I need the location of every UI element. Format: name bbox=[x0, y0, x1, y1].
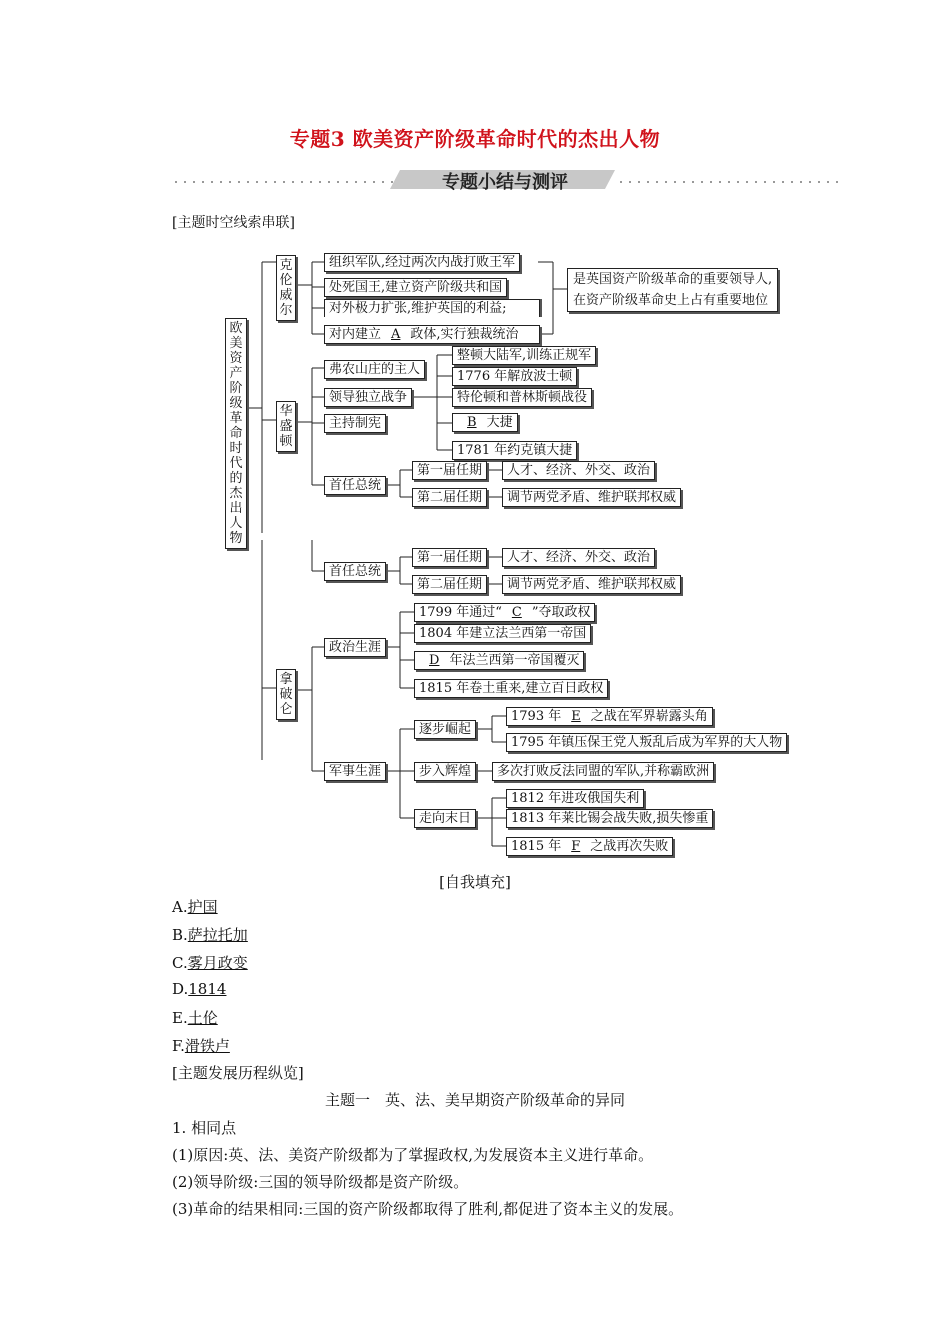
political-2: 1804 年建立法兰西第一帝国 bbox=[414, 624, 591, 643]
washington-item-2: 领导独立战争 bbox=[324, 388, 412, 407]
point-heading: 1. 相同点 bbox=[172, 1119, 237, 1137]
repeat-term-1: 第一届任期 bbox=[412, 548, 487, 567]
answer-b: B.萨拉托加 bbox=[172, 926, 248, 944]
war-item-1: 整顿大陆军,训练正规军 bbox=[452, 346, 596, 365]
fall-2: 1813 年莱比锡会战失败,损失惨重 bbox=[506, 809, 713, 828]
term-1: 第一届任期 bbox=[412, 461, 487, 480]
term-2-content: 调节两党矛盾、维护联邦权威 bbox=[502, 488, 681, 507]
political-4: 1815 年卷土重来,建立百日政权 bbox=[414, 679, 608, 698]
military-career: 军事生涯 bbox=[324, 762, 386, 781]
political-1: 1799 年通过“ C ”夺取政权 bbox=[414, 603, 595, 622]
cromwell-item-3: 对外极力扩张,维护英国的利益; bbox=[324, 299, 540, 317]
blank-f: F bbox=[571, 839, 581, 854]
washington-item-4: 首任总统 bbox=[324, 476, 386, 495]
glory-content: 多次打败反法同盟的军队,并称霸欧洲 bbox=[492, 762, 714, 781]
blank-e: E bbox=[571, 709, 581, 724]
term-2: 第二届任期 bbox=[412, 488, 487, 507]
cromwell-box: 克伦威尔 bbox=[276, 255, 296, 321]
repeat-item: 首任总统 bbox=[324, 562, 386, 581]
political-3: D 年法兰西第一帝国覆灭 bbox=[414, 651, 584, 670]
section-heading-overview: [主题发展历程纵览] bbox=[172, 1064, 304, 1082]
war-item-2: 1776 年解放波士顿 bbox=[452, 367, 577, 386]
paragraph-2: (2)领导阶级:三国的领导阶级都是资产阶级。 bbox=[172, 1173, 469, 1191]
repeat-term-2: 第二届任期 bbox=[412, 575, 487, 594]
page-title: 专题3 欧美资产阶级革命时代的杰出人物 bbox=[289, 127, 661, 151]
war-item-4: B 大捷 bbox=[452, 413, 518, 432]
washington-box: 华盛顿 bbox=[276, 401, 296, 452]
blank-a: A bbox=[391, 327, 401, 342]
washington-item-3: 主持制宪 bbox=[324, 414, 386, 433]
repeat-term-1-content: 人才、经济、外交、政治 bbox=[502, 548, 655, 567]
paragraph-1: (1)原因:英、法、美资产阶级都为了掌握政权,为发展资本主义进行革命。 bbox=[172, 1146, 654, 1164]
war-item-3: 特伦顿和普林斯顿战役 bbox=[452, 388, 592, 407]
answer-a: A.护国 bbox=[172, 898, 218, 916]
cromwell-item-4: 对内建立 A 政体,实行独裁统治 bbox=[324, 325, 540, 344]
stage-glory: 步入辉煌 bbox=[414, 762, 476, 781]
topic-heading: 主题一 英、法、美早期资产阶级革命的异同 bbox=[324, 1091, 625, 1109]
answer-f: F.滑铁卢 bbox=[172, 1037, 230, 1055]
answer-d: D.1814 bbox=[172, 980, 227, 998]
answer-c: C.雾月政变 bbox=[172, 954, 248, 972]
cromwell-item-2: 处死国王,建立资产阶级共和国 bbox=[324, 278, 507, 297]
stage-fall: 走向末日 bbox=[414, 809, 476, 828]
term-1-content: 人才、经济、外交、政治 bbox=[502, 461, 655, 480]
fall-1: 1812 年进攻俄国失利 bbox=[506, 789, 644, 808]
blank-c: C bbox=[511, 605, 522, 620]
self-fill-heading: [自我填充] bbox=[439, 873, 511, 891]
rise-2: 1795 年镇压保王党人叛乱后成为军界的大人物 bbox=[506, 733, 787, 752]
cromwell-evaluation: 是英国资产阶级革命的重要领导人, 在资产阶级革命史上占有重要地位 bbox=[567, 268, 778, 312]
washington-item-1: 弗农山庄的主人 bbox=[324, 360, 425, 379]
blank-d: D bbox=[429, 653, 440, 668]
napoleon-box: 拿破仑 bbox=[276, 669, 296, 720]
paragraph-3: (3)革命的结果相同:三国的资产阶级都取得了胜利,都促进了资本主义的发展。 bbox=[172, 1200, 684, 1218]
blank-b: B bbox=[467, 415, 477, 430]
fall-3: 1815 年 F 之战再次失败 bbox=[506, 837, 673, 856]
repeat-term-2-content: 调节两党矛盾、维护联邦权威 bbox=[502, 575, 681, 594]
banner-title: 专题小结与测评 bbox=[442, 172, 568, 193]
rise-1: 1793 年 E 之战在军界崭露头角 bbox=[506, 707, 713, 726]
section-heading-timeline: [主题时空线索串联] bbox=[172, 215, 295, 231]
stage-rise: 逐步崛起 bbox=[414, 720, 476, 739]
answer-e: E.土伦 bbox=[172, 1009, 218, 1027]
political-career: 政治生涯 bbox=[324, 638, 386, 657]
cromwell-item-1: 组织军队,经过两次内战打败王军 bbox=[324, 253, 520, 272]
root-topic-box: 欧美资产阶级革命时代的杰出人物 bbox=[225, 318, 247, 549]
war-item-5: 1781 年约克镇大捷 bbox=[452, 441, 577, 460]
